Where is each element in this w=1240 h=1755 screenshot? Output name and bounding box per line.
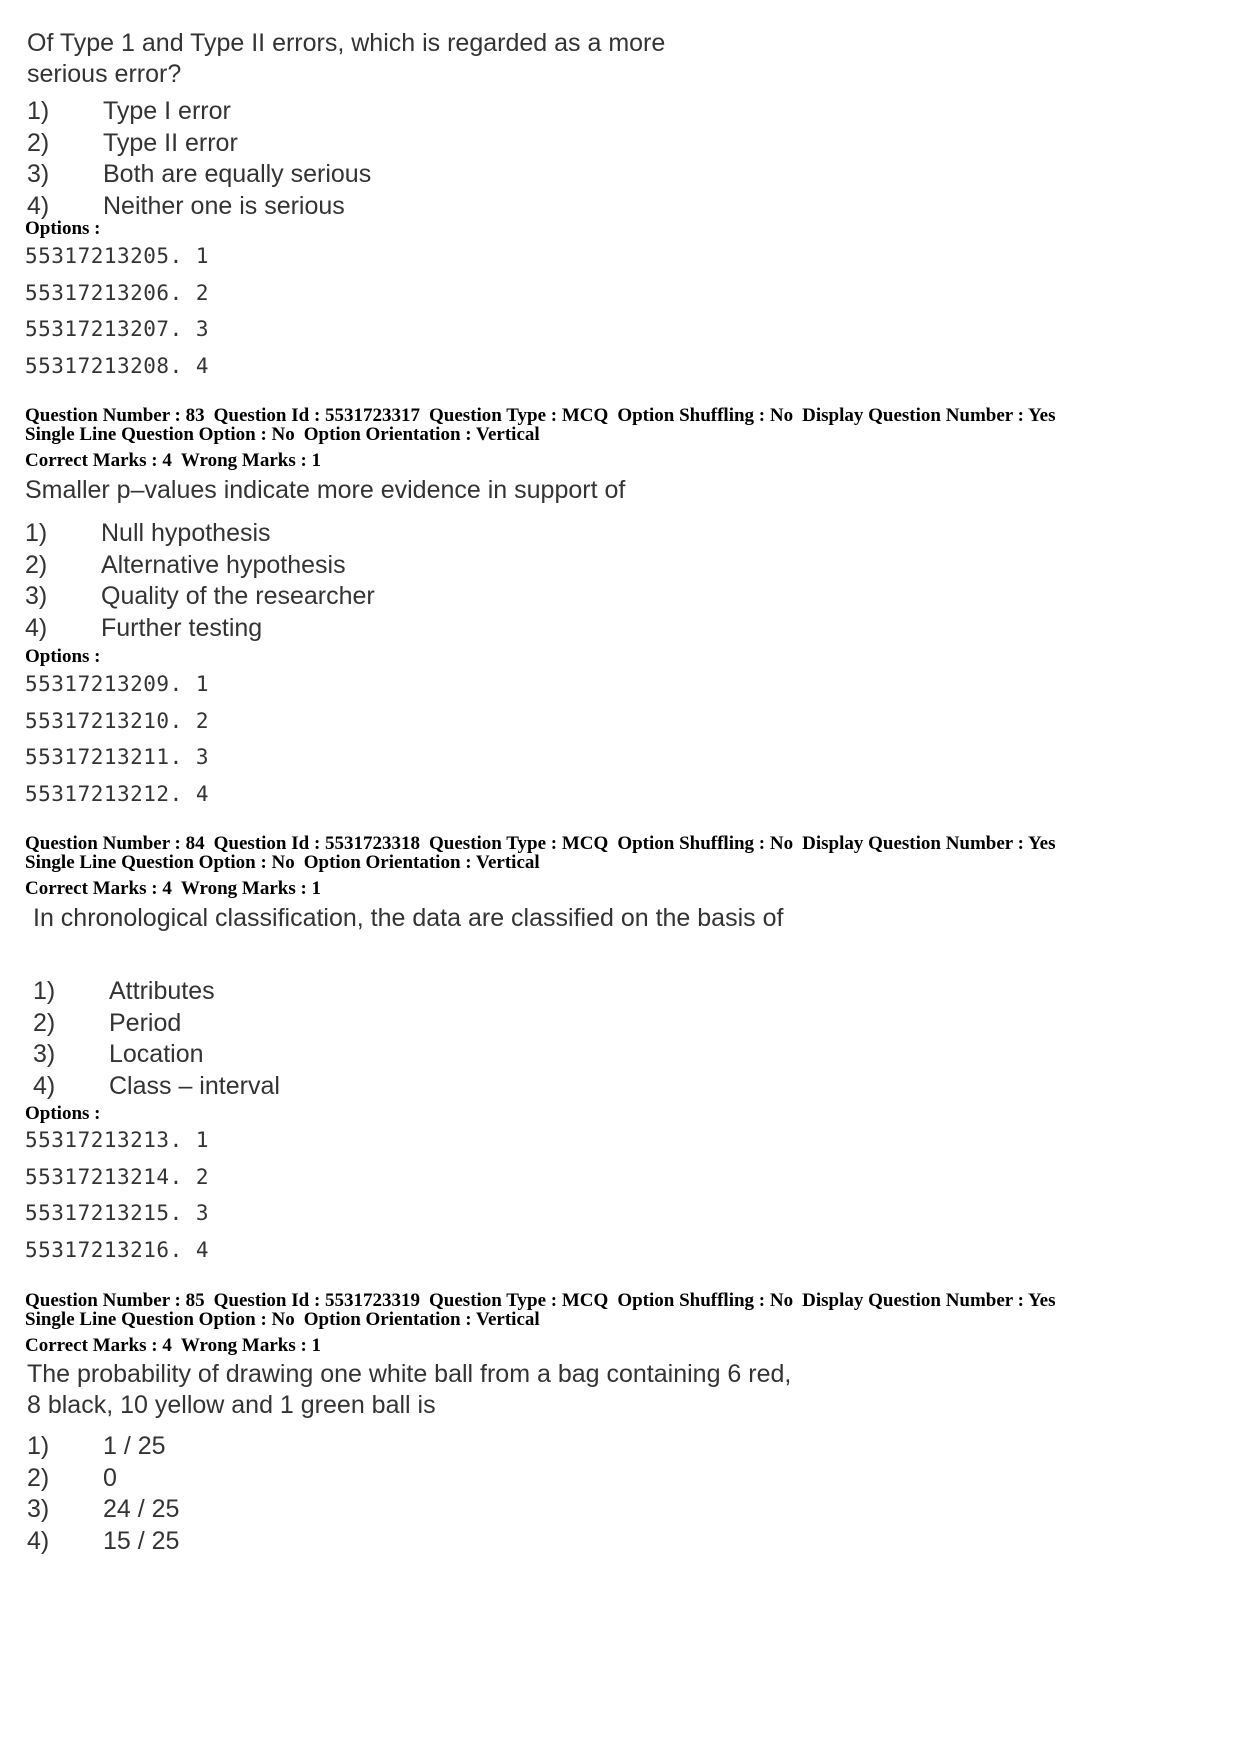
choice-number: 2)	[33, 1008, 56, 1037]
choice-number: 1)	[33, 977, 56, 1005]
answer-choice	[25, 613, 375, 645]
answer-choice	[33, 976, 280, 1008]
answer-choice	[25, 518, 375, 550]
options-label: Options :	[25, 218, 101, 239]
choice-label: 15 / 25	[103, 1526, 180, 1555]
option-orientation: Option Orientation : Vertical	[303, 424, 540, 445]
display-question-number: Display Question Number : Yes	[802, 1290, 1056, 1311]
question-id: Question Id : 5531723319	[213, 1290, 421, 1311]
question-text: Smaller p–values indicate more evidence in support of	[25, 476, 626, 504]
answer-choice	[27, 1463, 179, 1495]
option-codes	[25, 666, 209, 812]
choice-label: Type I error	[103, 97, 231, 125]
option-code: 55317213214. 2	[25, 1164, 210, 1189]
choice-label: Alternative hypothesis	[101, 550, 346, 579]
choice-label: Neither one is serious	[103, 191, 345, 220]
single-line-option: Single Line Question Option : No	[25, 852, 295, 873]
question-text: Of Type 1 and Type II errors, which is regarded as a more serious error?	[27, 29, 666, 88]
answer-choices	[27, 96, 371, 222]
question-id: Question Id : 5531723317	[213, 405, 421, 426]
question-text: In chronological classification, the data are classified on the basis of	[33, 904, 784, 932]
single-line-option: Single Line Question Option : No	[25, 1309, 295, 1330]
choice-number: 2)	[27, 1463, 50, 1492]
answer-choice	[27, 159, 371, 191]
choice-label: Period	[109, 1008, 182, 1037]
question-number: Question Number : 84	[25, 833, 205, 854]
answer-choice	[27, 96, 371, 128]
answer-choice	[25, 581, 375, 613]
option-orientation: Option Orientation : Vertical	[303, 852, 540, 873]
choice-number: 1)	[25, 519, 48, 547]
choice-label: Class – interval	[109, 1071, 280, 1100]
question-meta-line-3	[25, 878, 330, 899]
answer-choices	[25, 518, 375, 644]
answer-choice	[27, 1526, 179, 1558]
answer-choice	[33, 1071, 280, 1103]
display-question-number: Display Question Number : Yes	[802, 833, 1056, 854]
option-code: 55317213210. 2	[25, 708, 210, 733]
answer-choice	[27, 1431, 179, 1463]
question-text: The probability of drawing one white ball from a bag containing 6 red, 8 black, 10 yellow and 1 green ball is	[27, 1360, 792, 1419]
question-meta-line-2	[25, 852, 549, 873]
question-type: Question Type : MCQ	[429, 833, 609, 854]
wrong-marks: Wrong Marks : 1	[180, 878, 322, 899]
choice-number: 3)	[33, 1040, 56, 1068]
options-label: Options :	[25, 646, 101, 667]
question-meta-line-2	[25, 1309, 549, 1330]
choice-label: 1 / 25	[103, 1432, 166, 1460]
option-code: 55317213216. 4	[25, 1237, 210, 1262]
option-shuffling: Option Shuffling : No	[617, 1290, 794, 1311]
choice-label: Both are equally serious	[103, 160, 372, 188]
choice-number: 2)	[25, 550, 48, 579]
question-meta-line-3	[25, 1335, 330, 1356]
choice-number: 2)	[27, 128, 50, 157]
question-type: Question Type : MCQ	[429, 1290, 609, 1311]
option-codes	[25, 1122, 209, 1268]
display-question-number: Display Question Number : Yes	[802, 405, 1056, 426]
choice-number: 3)	[27, 1495, 50, 1523]
question-type: Question Type : MCQ	[429, 405, 609, 426]
correct-marks: Correct Marks : 4	[25, 450, 172, 471]
answer-choice	[27, 1494, 179, 1526]
choice-label: Location	[109, 1040, 204, 1068]
choice-label: Null hypothesis	[101, 519, 271, 547]
choice-number: 1)	[27, 1432, 50, 1460]
question-meta-line-1	[25, 1290, 1064, 1311]
choice-label: 24 / 25	[103, 1495, 180, 1523]
option-shuffling: Option Shuffling : No	[617, 405, 794, 426]
choice-number: 4)	[27, 191, 50, 220]
correct-marks: Correct Marks : 4	[25, 1335, 172, 1356]
option-code: 55317213208. 4	[25, 353, 210, 378]
option-orientation: Option Orientation : Vertical	[303, 1309, 540, 1330]
answer-choice	[27, 128, 371, 160]
correct-marks: Correct Marks : 4	[25, 878, 172, 899]
options-label: Options :	[25, 1103, 101, 1124]
choice-label: Further testing	[101, 613, 263, 642]
option-code: 55317213212. 4	[25, 781, 210, 806]
wrong-marks: Wrong Marks : 1	[180, 450, 322, 471]
option-code: 55317213206. 2	[25, 280, 210, 305]
answer-choice	[33, 1039, 280, 1071]
option-code: 55317213213. 1	[25, 1128, 210, 1152]
option-code: 55317213207. 3	[25, 317, 210, 341]
choice-label: Attributes	[109, 977, 215, 1005]
choice-number: 4)	[27, 1526, 50, 1555]
option-shuffling: Option Shuffling : No	[617, 833, 794, 854]
choice-number: 4)	[33, 1071, 56, 1100]
question-meta-line-1	[25, 405, 1064, 426]
question-meta-line-1	[25, 833, 1064, 854]
question-meta-line-3	[25, 450, 330, 471]
option-code: 55317213209. 1	[25, 672, 210, 696]
answer-choice	[25, 550, 375, 582]
choice-number: 1)	[27, 97, 50, 125]
choice-number: 4)	[25, 613, 48, 642]
answer-choices	[27, 1431, 179, 1557]
choice-number: 3)	[25, 582, 48, 610]
choice-label: Type II error	[103, 128, 238, 157]
question-meta-line-2	[25, 424, 549, 445]
option-code: 55317213205. 1	[25, 244, 210, 268]
wrong-marks: Wrong Marks : 1	[180, 1335, 322, 1356]
choice-number: 3)	[27, 160, 50, 188]
question-number: Question Number : 85	[25, 1290, 205, 1311]
option-code: 55317213215. 3	[25, 1201, 210, 1225]
option-code: 55317213211. 3	[25, 745, 210, 769]
single-line-option: Single Line Question Option : No	[25, 424, 295, 445]
answer-choice	[33, 1008, 280, 1040]
choice-label: 0	[103, 1463, 117, 1492]
answer-choices	[33, 976, 280, 1102]
question-number: Question Number : 83	[25, 405, 205, 426]
choice-label: Quality of the researcher	[101, 582, 375, 610]
option-codes	[25, 238, 209, 384]
question-id: Question Id : 5531723318	[213, 833, 421, 854]
